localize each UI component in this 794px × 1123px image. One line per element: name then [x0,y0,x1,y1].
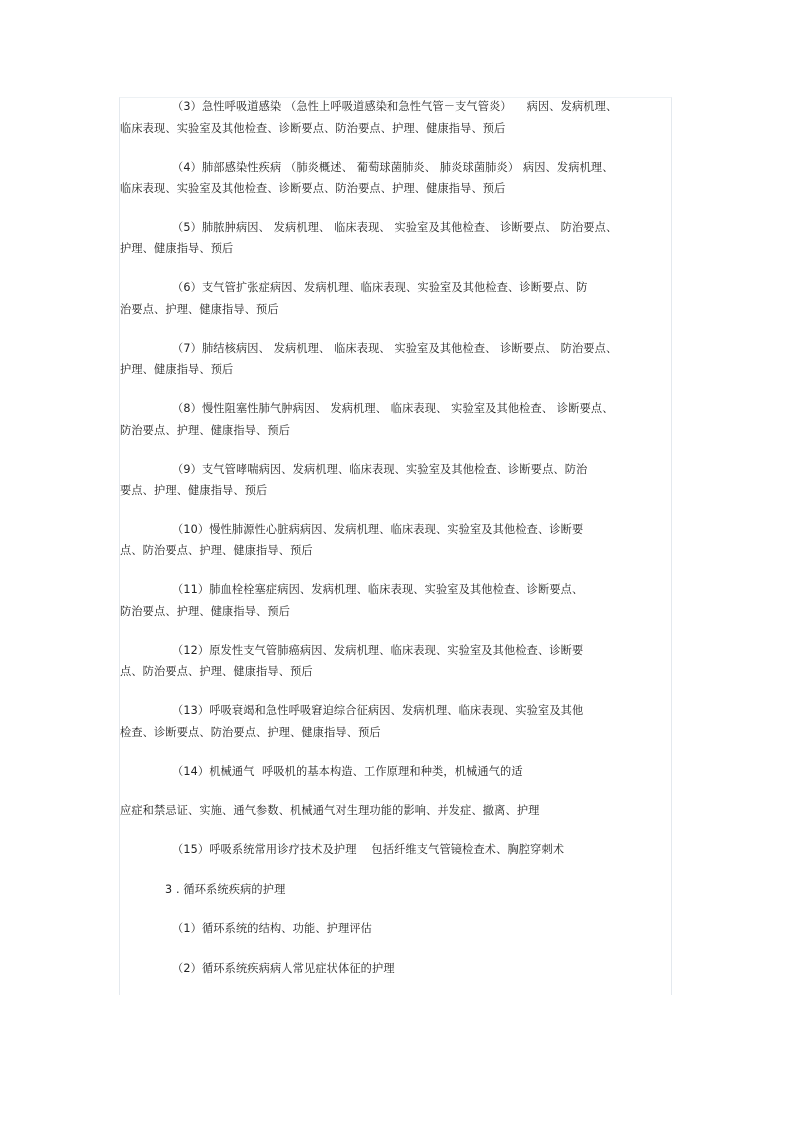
item-11-line-2: 防治要点、护理、健康指导、预后 [120,605,291,618]
item-14-line-2: 应症和禁忌证、实施、通气参数、机械通气对生理功能的影响、并发症、撤离、护理 [120,804,540,817]
item-7-line-2: 护理、健康指导、预后 [120,363,234,376]
item-9-line-1: （9）支气管哮喘病因、发病机理、临床表现、实验室及其他检查、诊断要点、防治 [172,463,588,476]
item-3-line-2: 临床表现、实验室及其他检查、诊断要点、防治要点、护理、健康指导、预后 [120,122,506,135]
item-5-line-1: （5）肺脓肿病因、 发病机理、 临床表现、 实验室及其他检查、 诊断要点、 防治要点、 [172,221,618,234]
item-7-line-1: （7）肺结核病因、 发病机理、 临床表现、 实验室及其他检查、 诊断要点、 防治要点、 [172,342,618,355]
item-14-line-1: （14）机械通气 呼吸机的基本构造、工作原理和种类，机械通气的适 [172,765,523,778]
item-10-line-2: 点、防治要点、护理、健康指导、预后 [120,544,313,557]
item-15-line-1: （15）呼吸系统常用诊疗技术及护理 包括纤维支气管镜检查术、胸腔穿刺术 [172,843,565,856]
item-6-line-2: 治要点、护理、健康指导、预后 [120,303,279,316]
item-11-line-1: （11）肺血栓栓塞症病因、发病机理、临床表现、实验室及其他检查、诊断要点、 [172,583,584,596]
item-4-line-1: （4）肺部感染性疾病 （肺炎概述、 葡萄球菌肺炎、 肺炎球菌肺炎） 病因、发病机理、 [172,161,614,174]
item-10-line-1: （10）慢性肺源性心脏病病因、发病机理、临床表现、实验室及其他检查、诊断要 [172,523,584,536]
item-13-line-1: （13）呼吸衰竭和急性呼吸窘迫综合征病因、发病机理、临床表现、实验室及其他 [172,704,584,717]
item-6-line-1: （6）支气管扩张症病因、发病机理、临床表现、实验室及其他检查、诊断要点、防 [172,281,588,294]
item-8-line-2: 防治要点、护理、健康指导、预后 [120,424,291,437]
item-5-line-2: 护理、健康指导、预后 [120,242,234,255]
section-3-heading: 3 . 循环系统疾病的护理 [165,883,286,896]
item-12-line-1: （12）原发性支气管肺癌病因、发病机理、临床表现、实验室及其他检查、诊断要 [172,644,584,657]
item-13-line-2: 检查、诊断要点、防治要点、护理、健康指导、预后 [120,726,381,739]
subitem-2: （2）循环系统疾病病人常见症状体征的护理 [172,962,395,975]
item-8-line-1: （8）慢性阻塞性肺气肿病因、 发病机理、 临床表现、 实验室及其他检查、 诊断要点、 [172,402,614,415]
item-3-line-1: （3）急性呼吸道感染 （急性上呼吸道感染和急性气管－支气管炎） 病因、发病机理、 [172,100,618,113]
item-4-line-2: 临床表现、实验室及其他检查、诊断要点、防治要点、护理、健康指导、预后 [120,182,506,195]
item-9-line-2: 要点、护理、健康指导、预后 [120,484,268,497]
subitem-1: （1）循环系统的结构、功能、护理评估 [172,922,373,935]
item-12-line-2: 点、防治要点、护理、健康指导、预后 [120,665,313,678]
